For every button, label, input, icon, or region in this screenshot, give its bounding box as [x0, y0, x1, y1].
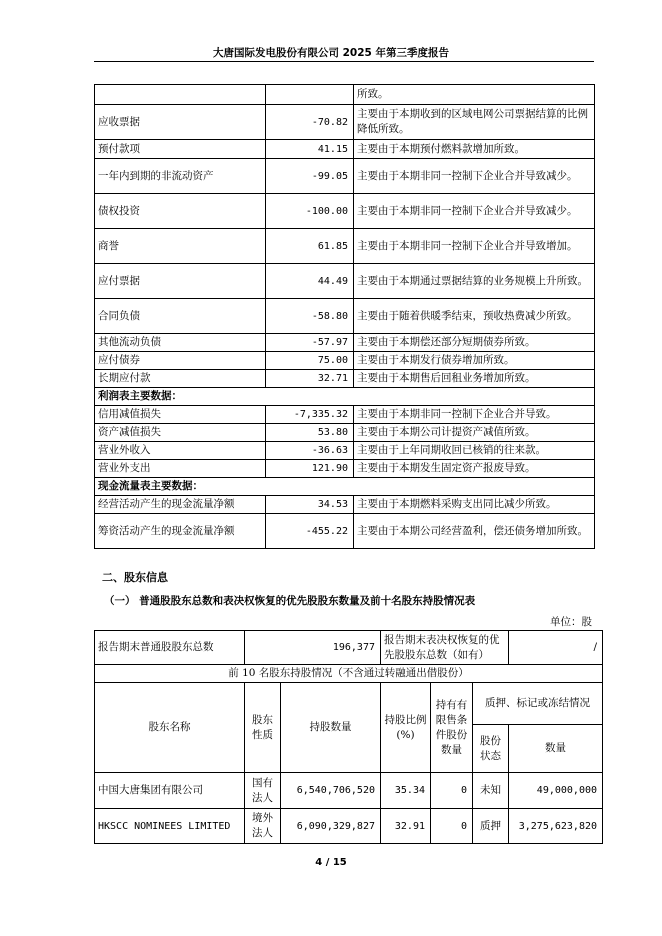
holder-shares: 6,090,329,827 — [281, 809, 381, 844]
item-name — [95, 85, 266, 105]
holder-qty: 3,275,623,820 — [509, 809, 603, 844]
table-row — [95, 809, 603, 844]
col-header-restricted: 持有有限售条件股份数量 — [431, 683, 473, 773]
page-header: 大唐国际发电股份有限公司 2025 年第三季度报告 — [212, 47, 450, 59]
holder-restricted: 0 — [431, 809, 473, 844]
table-row — [95, 159, 595, 194]
item-name: 一年内到期的非流动资产 — [95, 159, 266, 194]
total-holders-value: 196,377 — [245, 631, 381, 665]
item-name: 其他流动负债 — [95, 334, 266, 352]
item-name: 信用减值损失 — [95, 406, 266, 424]
item-name: 营业外支出 — [95, 460, 266, 478]
change-reason: 主要由于本期公司经营盈利，偿还债务增加所致。 — [354, 514, 595, 549]
item-name: 资产减值损失 — [95, 424, 266, 442]
section-row — [95, 478, 595, 496]
item-name: 合同负债 — [95, 299, 266, 334]
change-reason: 主要由于上年同期收回已核销的往来款。 — [354, 442, 595, 460]
col-header-ratio: 持股比例(%) — [381, 683, 431, 773]
table-row — [95, 370, 595, 388]
item-name: 长期应付款 — [95, 370, 266, 388]
holder-restricted: 0 — [431, 773, 473, 809]
holder-status: 质押 — [473, 809, 509, 844]
change-ratio: -100.00 — [266, 194, 354, 229]
header-rule — [94, 61, 594, 62]
header-row — [95, 683, 603, 725]
table-row — [95, 496, 595, 514]
col-header-status: 股份状态 — [473, 725, 509, 773]
change-reason: 主要由于本期发生固定资产报废导致。 — [354, 460, 595, 478]
change-ratio: -70.82 — [266, 105, 354, 140]
item-name: 债权投资 — [95, 194, 266, 229]
subsection-title: （一） 普通股股东总数和表决权恢复的优先股股东数量及前十名股东持股情况表 — [104, 595, 476, 607]
section-title: 二、股东信息 — [102, 571, 168, 584]
change-reason: 主要由于随着供暖季结束，预收热费减少所致。 — [354, 299, 595, 334]
holder-status: 未知 — [473, 773, 509, 809]
change-ratio: -7,335.32 — [266, 406, 354, 424]
item-name: 预付款项 — [95, 140, 266, 159]
change-reason: 主要由于本期发行债券增加所致。 — [354, 352, 595, 370]
table-row — [95, 406, 595, 424]
col-header-shares: 持股数量 — [281, 683, 381, 773]
change-reason: 主要由于本期售后回租业务增加所致。 — [354, 370, 595, 388]
holder-shares: 6,540,706,520 — [281, 773, 381, 809]
change-reason: 主要由于本期非同一控制下企业合并导致。 — [354, 406, 595, 424]
unit-label: 单位：股 — [550, 616, 592, 628]
change-ratio: -99.05 — [266, 159, 354, 194]
table-row — [95, 105, 595, 140]
table-row — [95, 194, 595, 229]
col-header-qty: 数量 — [509, 725, 603, 773]
change-reason: 主要由于本期偿还部分短期债券所致。 — [354, 334, 595, 352]
table-row — [95, 514, 595, 549]
top10-caption: 前 10 名股东持股情况（不含通过转融通出借股份） — [95, 665, 603, 683]
table-row — [95, 424, 595, 442]
change-reason: 主要由于本期公司计提资产减值所致。 — [354, 424, 595, 442]
section-row — [95, 388, 595, 406]
change-reason: 主要由于本期燃料采购支出同比减少所致。 — [354, 496, 595, 514]
col-header-nature: 股东性质 — [245, 683, 281, 773]
change-reason: 主要由于本期非同一控制下企业合并导致增加。 — [354, 229, 595, 264]
holder-nature: 境外法人 — [245, 809, 281, 844]
income-section-heading: 利润表主要数据： — [95, 388, 595, 406]
col-header-name: 股东名称 — [95, 683, 245, 773]
change-ratio: 41.15 — [266, 140, 354, 159]
table-row — [95, 85, 595, 105]
item-name: 应收票据 — [95, 105, 266, 140]
change-reason: 主要由于本期非同一控制下企业合并导致减少。 — [354, 159, 595, 194]
change-ratio: 32.71 — [266, 370, 354, 388]
col-header-pledge: 质押、标记或冻结情况 — [473, 683, 603, 725]
table-row — [95, 264, 595, 299]
table-row — [95, 773, 603, 809]
change-ratio: -455.22 — [266, 514, 354, 549]
table-row — [95, 229, 595, 264]
page-number: 4 / 15 — [315, 857, 347, 868]
summary-row — [95, 631, 603, 665]
item-name: 应付债券 — [95, 352, 266, 370]
change-reason: 主要由于本期非同一控制下企业合并导致减少。 — [354, 194, 595, 229]
table-row — [95, 442, 595, 460]
table-row — [95, 460, 595, 478]
table-row — [95, 334, 595, 352]
item-name: 商誉 — [95, 229, 266, 264]
table-row — [95, 140, 595, 159]
change-ratio: 61.85 — [266, 229, 354, 264]
holder-qty: 49,000,000 — [509, 773, 603, 809]
change-reason: 主要由于本期预付燃料款增加所致。 — [354, 140, 595, 159]
preferred-holders-value: / — [509, 631, 603, 665]
change-ratio: -57.97 — [266, 334, 354, 352]
holder-ratio: 35.34 — [381, 773, 431, 809]
preferred-holders-label: 报告期末表决权恢复的优先股股东总数（如有） — [381, 631, 509, 665]
change-reason: 主要由于本期收到的区域电网公司票据结算的比例降低所致。 — [354, 105, 595, 140]
change-ratio: -58.80 — [266, 299, 354, 334]
caption-row — [95, 665, 603, 683]
cashflow-section-heading: 现金流量表主要数据： — [95, 478, 595, 496]
holder-ratio: 32.91 — [381, 809, 431, 844]
total-holders-label: 报告期末普通股股东总数 — [95, 631, 245, 665]
change-reason: 所致。 — [354, 85, 595, 105]
change-ratio: 34.53 — [266, 496, 354, 514]
item-name: 筹资活动产生的现金流量净额 — [95, 514, 266, 549]
item-name: 营业外收入 — [95, 442, 266, 460]
change-ratio: 53.80 — [266, 424, 354, 442]
changes-table — [94, 84, 595, 549]
change-ratio — [266, 85, 354, 105]
change-ratio: 75.00 — [266, 352, 354, 370]
change-ratio: 121.90 — [266, 460, 354, 478]
table-row — [95, 299, 595, 334]
holder-nature: 国有法人 — [245, 773, 281, 809]
item-name: 经营活动产生的现金流量净额 — [95, 496, 266, 514]
item-name: 应付票据 — [95, 264, 266, 299]
table-row — [95, 352, 595, 370]
change-reason: 主要由于本期通过票据结算的业务规模上升所致。 — [354, 264, 595, 299]
shareholders-table — [94, 630, 603, 844]
change-ratio: 44.49 — [266, 264, 354, 299]
holder-name: 中国大唐集团有限公司 — [95, 773, 245, 809]
change-ratio: -36.63 — [266, 442, 354, 460]
holder-name: HKSCC NOMINEES LIMITED — [95, 809, 245, 844]
